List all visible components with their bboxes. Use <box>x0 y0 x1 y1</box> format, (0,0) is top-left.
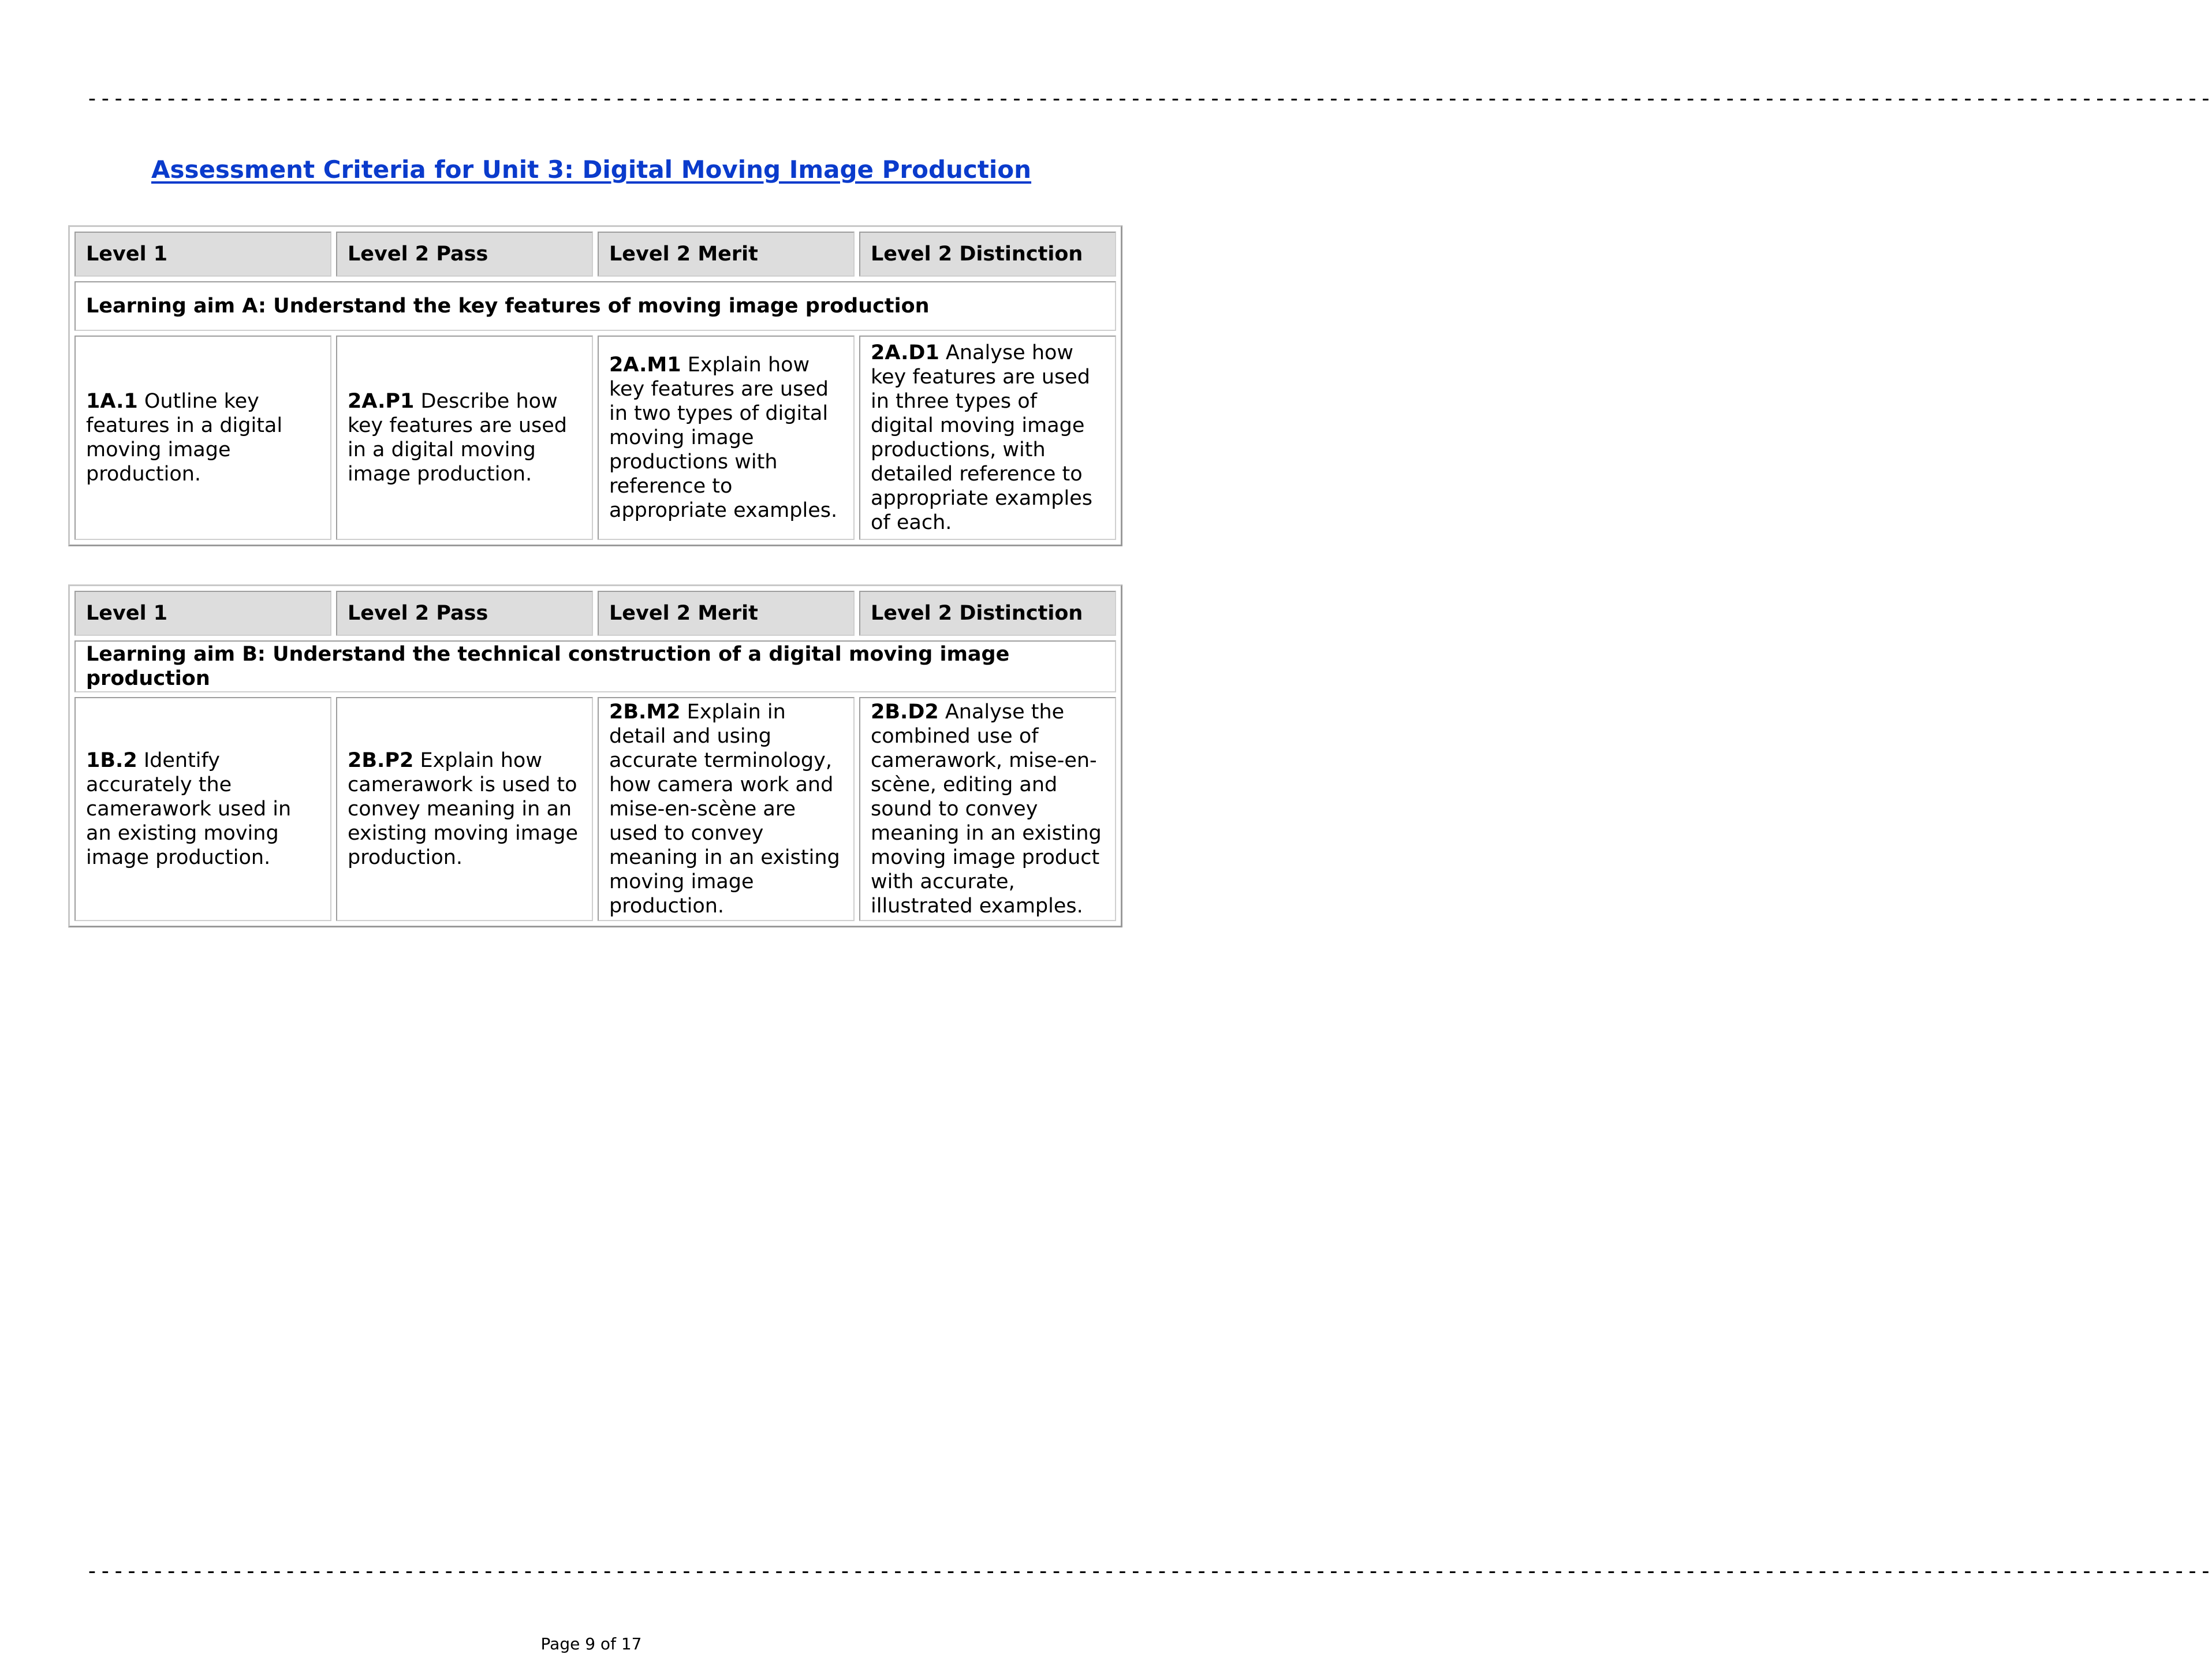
criterion-cell-level-1 <box>74 336 331 540</box>
criterion-cell-pass <box>336 336 593 540</box>
criterion-cell-distinction <box>859 697 1116 921</box>
criterion-cell-merit <box>598 336 855 540</box>
criterion-code: 2A.P1 <box>348 390 415 413</box>
learning-aim-b: Learning aim B: Understand the technical construction of a digital moving image production <box>74 640 1116 692</box>
title-link[interactable]: Assessment Criteria for Unit 3: Digital Moving Image Production <box>151 155 1032 184</box>
criterion-text: Identify accurately the camerawork used in an existing moving image production. <box>86 749 292 869</box>
criteria-table-a <box>68 225 1122 546</box>
criterion-code: 1A.1 <box>86 390 138 413</box>
header-level-2-distinction: Level 2 Distinction <box>859 591 1116 636</box>
header-level-2-pass: Level 2 Pass <box>336 591 593 636</box>
criterion-text: Describe how key features are used in a digital moving image production. <box>348 390 568 486</box>
criteria-table-b <box>68 584 1122 927</box>
header-level-2-pass: Level 2 Pass <box>336 232 593 277</box>
criterion-cell-merit <box>598 697 855 921</box>
top-dashed-rule: ----------------------------------------------------------------------------------------------------------------------------------------------------------------- <box>85 85 2212 111</box>
criterion-text: Analyse how key features are used in three types of digital moving image productions, with detailed reference to appropriate examples of each. <box>871 341 1092 534</box>
bottom-dashed-rule: ----------------------------------------------------------------------------------------------------------------------------------------------------------------- <box>85 1558 2212 1583</box>
page-number: Page 9 of 17 <box>540 1634 642 1653</box>
criteria-row <box>74 336 1116 540</box>
criterion-code: 2A.M1 <box>609 353 681 377</box>
header-level-1: Level 1 <box>74 591 331 636</box>
table-header-row <box>74 591 1116 636</box>
criterion-code: 2B.P2 <box>348 749 414 772</box>
learning-aim-a: Learning aim A: Understand the key features of moving image production <box>74 281 1116 331</box>
header-level-2-distinction: Level 2 Distinction <box>859 232 1116 277</box>
criterion-cell-distinction <box>859 336 1116 540</box>
header-level-2-merit: Level 2 Merit <box>598 232 855 277</box>
criterion-code: 1B.2 <box>86 749 137 772</box>
criteria-row <box>74 697 1116 921</box>
criterion-code: 2B.D2 <box>871 701 939 724</box>
learning-aim-row <box>74 281 1116 331</box>
header-level-1: Level 1 <box>74 232 331 277</box>
criterion-text: Analyse the combined use of camerawork, mise-en-scène, editing and sound to convey meaning in an existing moving image product with accurate, illustrated examples. <box>871 701 1102 918</box>
criterion-cell-pass <box>336 697 593 921</box>
criterion-text: Outline key features in a digital moving image production. <box>86 390 283 486</box>
criterion-code: 2B.M2 <box>609 701 681 724</box>
criterion-text: Explain how key features are used in two types of digital moving image productions with reference to appropriate examples. <box>609 353 838 522</box>
criterion-text: Explain how camerawork is used to convey meaning in an existing moving image production. <box>348 749 579 869</box>
criterion-code: 2A.D1 <box>871 341 939 364</box>
header-level-2-merit: Level 2 Merit <box>598 591 855 636</box>
criterion-cell-level-1 <box>74 697 331 921</box>
table-header-row <box>74 232 1116 277</box>
page-title <box>0 154 1183 186</box>
learning-aim-row <box>74 640 1116 692</box>
criterion-text: Explain in detail and using accurate terminology, how camera work and mise-en-scène are used to convey meaning in an existing moving image production. <box>609 701 840 918</box>
